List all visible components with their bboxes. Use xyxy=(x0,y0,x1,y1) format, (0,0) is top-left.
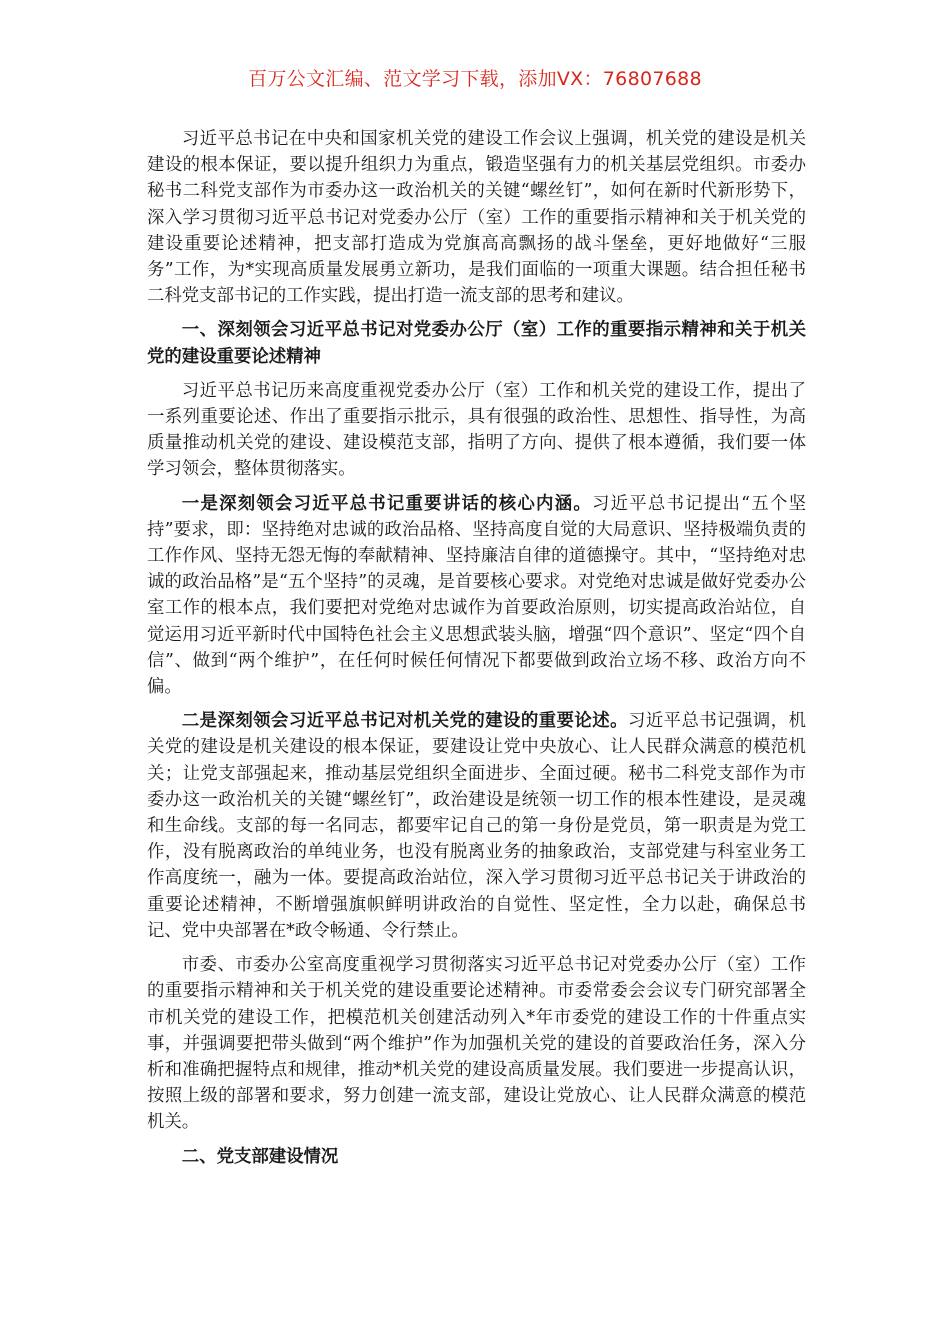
header-banner: 百万公文汇编、范文学习下载，添加VX：76807688 xyxy=(248,68,702,90)
point-1-paragraph xyxy=(147,491,806,701)
intro-paragraph: 习近平总书记在中央和国家机关党的建设工作会议上强调，机关党的建设是机关建设的根本保证，要以提升组织力为重点，锻造坚强有力的机关基层党组织。市委办秘书二科党支部作为市委办这一政治机关的关键“螺丝钉”，如何在新时代新形势下，深入学习贯彻习近平总书记对党委办公厅（室）工作的重要指示精神和关于机关党的建设重要论述精神，把支部打造成为党旗高高飘扬的战斗堡垒，更好地做好“三服务”工作，为*实现高质量发展勇立新功，是我们面临的一项重大课题。结合担任秘书二科党支部书记的工作实践，提出打造一流支部的思考和建议。 xyxy=(147,129,806,307)
section-heading-1: 一、深刻领会习近平总书记对党委办公厅（室）工作的重要指示精神和关于机关党的建设重要论述精神 xyxy=(147,320,806,367)
point-1-body: 习近平总书记提出“五个坚持”要求，即：坚持绝对忠诚的政治品格、坚持高度自觉的大局意识、坚持极端负责的工作作风、坚持无怨无悔的奉献精神、坚持廉洁自律的道德操守。其中，“坚持绝对忠诚的政治品格”是“五个坚持”的灵魂，是首要核心要求。对党绝对忠诚是做好党委办公室工作的根本点，我们要把对党绝对忠诚作为首要政治原则，切实提高政治站位，自觉运用习近平新时代中国特色社会主义思想武装头脑，增强“四个意识”、坚定“四个自信”、做到“两个维护”，在任何时候任何情况下都要做到政治立场不移、政治方向不偏。 xyxy=(147,493,806,698)
point-1-lead: 一是深刻领会习近平总书记重要讲话的核心内涵。 xyxy=(181,493,592,514)
point-2-body: 习近平总书记强调，机关党的建设是机关建设的根本保证，要建设让党中央放心、让人民群众满意的模范机关；让党支部强起来，推动基层党组织全面进步、全面过硬。秘书二科党支部作为市委办这一政治机关的关键“螺丝钉”，政治建设是统领一切工作的根本性建设，是灵魂和生命线。支部的每一名同志，都要牢记自己的第一身份是党员，第一职责是为党工作，没有脱离政治的单纯业务，也没有脱离业务的抽象政治，支部党建与科室业务工作高度统一，融为一体。要提高政治站位，深入学习贯彻习近平总书记关于讲政治的重要论述精神，不断增强旗帜鲜明讲政治的自觉性、坚定性，全力以赴，确保总书记、党中央部署在*政令畅通、令行禁止。 xyxy=(147,711,806,941)
point-2-paragraph xyxy=(147,708,806,944)
document-body xyxy=(147,126,806,1178)
section-heading-2: 二、党支部建设情况 xyxy=(181,1146,339,1167)
section1-paragraph: 习近平总书记历来高度重视党委办公厅（室）工作和机关党的建设工作，提出了一系列重要论述、作出了重要指示批示，具有很强的政治性、思想性、指导性，为高质量推动机关党的建设、建设模范支部，指明了方向、提供了根本遵循，我们要一体学习领会，整体贯彻落实。 xyxy=(147,380,806,480)
city-committee-paragraph: 市委、市委办公室高度重视学习贯彻落实习近平总书记对党委办公厅（室）工作的重要指示精神和关于机关党的建设重要论述精神。市委常委会会议专门研究部署全市机关党的建设工作，把模范机关创建活动列入*年市委党的建设工作的十件重点实事，并强调要把带头做到“两个维护”作为加强机关党的建设的首要政治任务，深入分析和准确把握特点和规律，推动*机关党的建设高质量发展。我们要进一步提高认识，按照上级的部署和要求，努力创建一流支部，建设让党放心、让人民群众满意的模范机关。 xyxy=(147,955,806,1133)
point-2-lead: 二是深刻领会习近平总书记对机关党的建设的重要论述。 xyxy=(181,711,628,732)
